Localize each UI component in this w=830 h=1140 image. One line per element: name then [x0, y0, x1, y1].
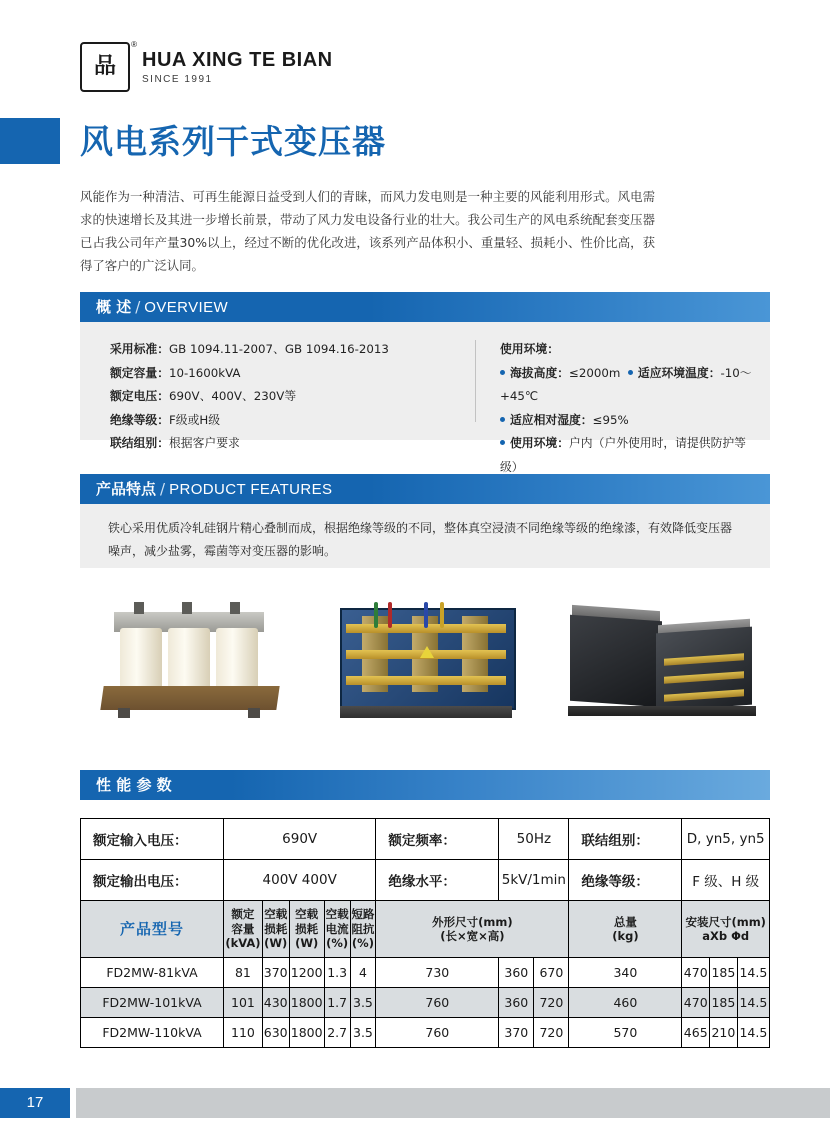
cell-value: 690V — [224, 819, 376, 860]
column-header-no-load-loss — [262, 901, 289, 958]
cell-mount-a: 470 — [682, 958, 710, 988]
brand-since: SINCE 1991 — [142, 74, 213, 85]
cell-no-load-loss: 430 — [262, 988, 289, 1018]
overview-item-value: ≤2000m — [569, 365, 621, 380]
section-header-features — [80, 474, 770, 504]
cell-mount-d: 14.5 — [737, 1018, 769, 1048]
hdr-line: (%) — [326, 936, 349, 951]
overview-item — [500, 409, 760, 433]
photo3-unit-a — [570, 615, 662, 707]
overview-item — [110, 385, 440, 409]
cell-no-load-current: 1.7 — [324, 988, 350, 1018]
hdr-line: 阻抗 — [351, 921, 375, 936]
cell-no-load-current: 2.7 — [324, 1018, 350, 1048]
overview-item-label: 海拔高度： — [510, 365, 569, 380]
hdr-line: 损耗 — [264, 921, 288, 936]
cell-label: 额定输出电压： — [81, 860, 224, 901]
overview-item-value: ≤95% — [592, 412, 629, 427]
features-title-en: PRODUCT FEATURES — [169, 481, 333, 498]
cell-dim-width: 370 — [499, 1018, 534, 1048]
cell-label: 绝缘等级： — [569, 860, 682, 901]
overview-item-label: 采用标准： — [110, 342, 169, 356]
hdr-line: (%) — [351, 936, 374, 951]
hdr-line: (kg) — [612, 929, 639, 943]
cell-mount-a: 465 — [682, 1018, 710, 1048]
performance-title: 性 能 参 数 — [96, 776, 172, 794]
photo2-base — [340, 706, 512, 718]
cell-mount-a: 470 — [682, 988, 710, 1018]
bullet-dot-icon — [500, 370, 505, 375]
overview-title-en: OVERVIEW — [144, 299, 229, 316]
hdr-line: 空载 — [325, 907, 349, 922]
overview-right-column — [500, 338, 760, 480]
table-row — [81, 958, 770, 988]
overview-item-value: 户内（户外使用时，请提供防护等级） — [500, 436, 746, 474]
cell-dim-height: 720 — [534, 988, 569, 1018]
cell-label: 额定频率： — [376, 819, 499, 860]
table-header-row — [81, 901, 770, 958]
cell-dim-length: 760 — [376, 988, 499, 1018]
title-separator: / — [135, 298, 141, 316]
cell-dim-height: 720 — [534, 1018, 569, 1048]
column-header-capacity — [224, 901, 263, 958]
hdr-line: 外形尺寸(mm) — [432, 914, 513, 929]
cell-label: 绝缘水平： — [376, 860, 499, 901]
product-photo-3 — [552, 590, 770, 740]
overview-item — [110, 432, 440, 456]
overview-item-value: 根据客户要求 — [169, 436, 240, 451]
hdr-line: (长×宽×高) — [440, 929, 505, 943]
cell-no-load-loss: 630 — [262, 1018, 289, 1048]
photo1-coil — [120, 628, 162, 690]
section-header-label — [96, 292, 228, 322]
title-separator: / — [160, 480, 166, 498]
page-title-block — [0, 118, 830, 172]
footer-bar — [76, 1088, 830, 1118]
brand-text — [142, 49, 333, 85]
cell-model: FD2MW-110kVA — [81, 1018, 224, 1048]
photo1-terminal — [182, 602, 192, 614]
hdr-line: 容量 — [231, 921, 255, 936]
photo1-foot — [248, 708, 260, 718]
column-header-load-loss — [289, 901, 324, 958]
features-text: 铁心采用优质冷轧硅钢片精心叠制而成，根据绝缘等级的不同，整体真空浸渍不同绝缘等级的绝缘漆，有效降低变压器噪声，减少盐雾，霉菌等对变压器的影响。 — [108, 521, 733, 558]
cell-dim-width: 360 — [499, 958, 534, 988]
cell-mount-d: 14.5 — [737, 958, 769, 988]
bullet-dot-icon — [500, 417, 505, 422]
overview-item — [500, 362, 760, 409]
page-footer — [0, 1088, 830, 1118]
cell-capacity: 110 — [224, 1018, 263, 1048]
brand-name: HUA XING TE BIAN — [142, 49, 333, 71]
section-header-label — [96, 770, 172, 800]
cell-mount-d: 14.5 — [737, 988, 769, 1018]
cell-weight: 340 — [569, 958, 682, 988]
hdr-line: 安装尺寸(mm) — [685, 914, 766, 929]
cell-impedance: 4 — [350, 958, 376, 988]
overview-item-value2: -10～+45℃ — [500, 365, 752, 404]
photo1-foot — [118, 708, 130, 718]
cell-no-load-current: 1.3 — [324, 958, 350, 988]
cell-no-load-loss: 370 — [262, 958, 289, 988]
column-header-dimensions — [376, 901, 569, 958]
features-panel — [80, 504, 770, 568]
hdr-line: 短路 — [351, 907, 375, 922]
hdr-line: (kVA) — [225, 936, 261, 951]
overview-left-column — [110, 338, 440, 456]
cell-capacity: 81 — [224, 958, 263, 988]
section-header-bar — [80, 770, 770, 800]
cell-mount-b: 185 — [710, 988, 738, 1018]
table-row — [81, 1018, 770, 1048]
logo-mark-icon — [80, 40, 137, 92]
warning-triangle-icon — [420, 646, 434, 658]
hdr-line: (W) — [264, 936, 288, 951]
product-photo-row — [80, 590, 770, 740]
column-header-model: 产品型号 — [81, 901, 224, 958]
hdr-line: (W) — [295, 936, 319, 951]
hdr-line: 总量 — [613, 914, 637, 929]
table-row — [81, 988, 770, 1018]
hdr-line: 空载 — [264, 907, 288, 922]
overview-item-label: 联结组别： — [110, 436, 169, 451]
cell-value: 50Hz — [499, 819, 569, 860]
overview-item — [500, 432, 760, 479]
overview-divider — [475, 340, 476, 422]
cell-weight: 570 — [569, 1018, 682, 1048]
photo1-terminal — [230, 602, 240, 614]
title-accent-tab — [0, 118, 60, 164]
photo1-coil — [216, 628, 258, 690]
photo1-base — [100, 686, 279, 710]
photo2-wire — [374, 602, 378, 628]
photo1-terminal — [134, 602, 144, 614]
photo2-wire — [440, 602, 444, 628]
photo2-band — [346, 676, 506, 685]
features-title-cn: 产品特点 — [96, 480, 157, 498]
column-header-mounting — [682, 901, 770, 958]
cell-value: 400V 400V — [224, 860, 376, 901]
product-photo-2 — [316, 590, 534, 740]
hdr-line: 电流 — [325, 921, 349, 936]
hdr-line: aXb Φd — [702, 929, 750, 943]
bullet-dot-icon — [628, 370, 633, 375]
cell-mount-b: 210 — [710, 1018, 738, 1048]
logo-glyph: 品 — [93, 54, 116, 79]
intro-paragraph: 风能作为一种清洁、可再生能源日益受到人们的青睐，而风力发电则是一种主要的风能利用形式。风电需求的快速增长及其进一步增长前景，带动了风力发电设备行业的壮大。我公司生产的风电系统配套变压器已占我公司年产量30%以上，经过不断的优化改进，该系列产品体积小、重量轻、损耗小、性价比高，获得了客户的广泛认同。 — [80, 189, 655, 273]
overview-item-value: 10-1600kVA — [169, 365, 241, 380]
cell-dim-height: 670 — [534, 958, 569, 988]
overview-item-value: 690V、400V、230V等 — [169, 389, 297, 404]
photo3-base — [568, 706, 756, 716]
table-row — [81, 860, 770, 901]
cell-impedance: 3.5 — [350, 1018, 376, 1048]
overview-item-value: F级或H级 — [169, 412, 221, 427]
cell-dim-length: 730 — [376, 958, 499, 988]
column-header-no-load-current — [324, 901, 350, 958]
page-number: 17 — [0, 1088, 70, 1118]
overview-item-label: 使用环境： — [510, 436, 569, 451]
overview-item-label2: 适应环境温度： — [637, 365, 721, 380]
photo1-coil — [168, 628, 210, 690]
section-header-performance — [80, 770, 770, 800]
section-header-overview — [80, 292, 770, 322]
bullet-dot-icon — [500, 440, 505, 445]
cell-capacity: 101 — [224, 988, 263, 1018]
overview-item-label: 适应相对湿度： — [510, 412, 593, 427]
overview-item — [110, 362, 440, 386]
cell-value: 5kV/1min — [499, 860, 569, 901]
cell-weight: 460 — [569, 988, 682, 1018]
hdr-line: 空载 — [295, 907, 319, 922]
hdr-line: 损耗 — [295, 921, 319, 936]
cell-mount-b: 185 — [710, 958, 738, 988]
overview-panel — [80, 322, 770, 474]
product-photo-1 — [80, 590, 298, 740]
table-row — [81, 819, 770, 860]
cell-label: 联结组别： — [569, 819, 682, 860]
cell-value: D, yn5, yn5 — [682, 819, 770, 860]
cell-load-loss: 1200 — [289, 958, 324, 988]
photo2-wire — [424, 602, 428, 628]
overview-item-label: 额定容量： — [110, 365, 169, 380]
column-header-weight — [569, 901, 682, 958]
cell-value: F 级、H 级 — [682, 860, 770, 901]
overview-item — [110, 338, 440, 362]
cell-dim-length: 760 — [376, 1018, 499, 1048]
overview-title-cn: 概 述 — [96, 298, 132, 316]
overview-item-label: 绝缘等级： — [110, 412, 169, 427]
overview-item — [110, 409, 440, 433]
cell-label: 额定输入电压： — [81, 819, 224, 860]
page-title: 风电系列干式变压器 — [80, 122, 386, 161]
cell-model: FD2MW-101kVA — [81, 988, 224, 1018]
cell-model: FD2MW-81kVA — [81, 958, 224, 988]
photo2-wire — [388, 602, 392, 628]
overview-item-label: 额定电压： — [110, 389, 169, 404]
overview-right-title: 使用环境： — [500, 342, 559, 356]
cell-dim-width: 360 — [499, 988, 534, 1018]
registered-trademark-icon: ® — [131, 40, 137, 49]
cell-load-loss: 1800 — [289, 1018, 324, 1048]
overview-item-value: GB 1094.11-2007、GB 1094.16-2013 — [169, 342, 389, 356]
brand-logo — [80, 42, 333, 92]
section-header-label — [96, 474, 332, 504]
hdr-line: 额定 — [231, 907, 255, 922]
column-header-impedance — [350, 901, 376, 958]
performance-table — [80, 818, 770, 1048]
cell-load-loss: 1800 — [289, 988, 324, 1018]
cell-impedance: 3.5 — [350, 988, 376, 1018]
